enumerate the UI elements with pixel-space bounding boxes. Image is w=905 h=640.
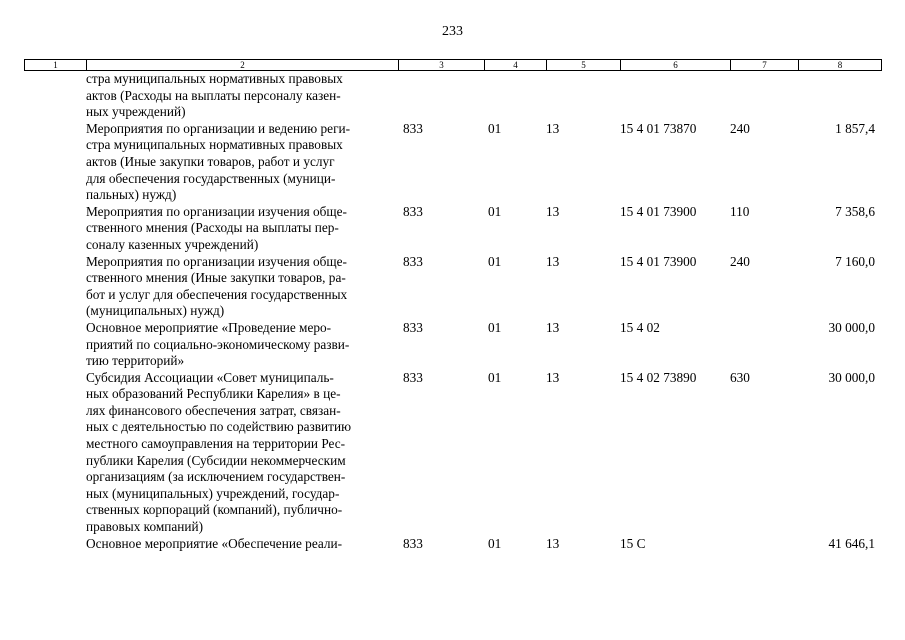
pr-cell <box>546 71 620 121</box>
row-index-cell <box>24 536 86 553</box>
table-row <box>24 121 881 204</box>
ved-cell: 833 <box>403 319 423 335</box>
table-row <box>24 536 881 553</box>
rz-cell: 01 <box>488 253 502 269</box>
ved-cell: 833 <box>403 369 423 385</box>
csr-cell: 15 4 01 73900 <box>620 253 697 269</box>
vr-cell <box>730 320 798 370</box>
sum-cell: 30 000,0 <box>828 319 875 335</box>
vr-cell <box>730 71 798 121</box>
csr-cell: 15 4 02 <box>620 319 660 335</box>
table-row <box>24 71 881 121</box>
row-index-cell <box>24 71 86 121</box>
ved-cell: 833 <box>403 253 423 269</box>
row-name-cell: Мероприятия по организации изучения обще- ственного мнения (Расходы на выплаты пер- соналу казенных учреждений) <box>86 203 347 252</box>
table-row <box>24 204 881 254</box>
rz-cell: 01 <box>488 203 502 219</box>
budget-table-body <box>24 71 881 552</box>
row-name-cell: стра муниципальных нормативных правовых актов (Расходы на выплаты персоналу казен- ных учреждений) <box>86 71 343 120</box>
sum-cell: 30 000,0 <box>828 369 875 385</box>
row-index-cell <box>24 320 86 370</box>
pr-cell: 13 <box>546 203 560 219</box>
rz-cell: 01 <box>488 369 502 385</box>
header-cell: 3 <box>399 60 485 71</box>
csr-cell: 15 4 02 73890 <box>620 369 697 385</box>
header-cell: 5 <box>547 60 621 71</box>
page-number: 233 <box>442 24 463 39</box>
header-cell: 2 <box>87 60 399 71</box>
rz-cell: 01 <box>488 120 502 136</box>
rz-cell: 01 <box>488 319 502 335</box>
row-index-cell <box>24 254 86 320</box>
column-number-header <box>24 59 882 71</box>
sum-cell: 1 857,4 <box>835 120 875 136</box>
csr-cell: 15 4 01 73900 <box>620 203 697 219</box>
header-cell: 1 <box>25 60 87 71</box>
header-cell: 6 <box>621 60 731 71</box>
row-name-cell: Мероприятия по организации и ведению реги- стра муниципальных нормативных правовых актов (Иные закупки товаров, работ и услуг для обеспечения государственных (муници- пальных) нужд) <box>86 120 351 203</box>
sum-cell: 41 646,1 <box>828 535 875 551</box>
ved-cell: 833 <box>403 203 423 219</box>
header-cell: 4 <box>485 60 547 71</box>
csr-cell <box>620 71 730 121</box>
table-row <box>24 254 881 320</box>
sum-cell <box>798 71 881 121</box>
pr-cell: 13 <box>546 120 560 136</box>
row-name-cell: Основное мероприятие «Обеспечение реали- <box>86 535 343 551</box>
table-row <box>24 320 881 370</box>
table-row <box>24 370 881 536</box>
vr-cell: 110 <box>730 203 750 219</box>
pr-cell: 13 <box>546 535 560 551</box>
row-name-cell: Субсидия Ассоциации «Совет муниципаль- ных образований Республики Карелия» в це- лях финансового обеспечения затрат, связан- ных с деятельностью по содействию развитию местного самоуправления на территории Рес- публики Карелия (Субсидии некоммерческим организациям (за исключением государствен- ных (муниципальных) учреждений, государ- ственных корпораций (компаний), публично- правовых компаний) <box>86 369 352 535</box>
ved-cell <box>398 71 484 121</box>
row-name-cell: Основное мероприятие «Проведение меро- приятий по социально-экономическому разви- тию территорий» <box>86 319 350 369</box>
vr-cell <box>730 536 798 553</box>
header-cell: 8 <box>799 60 882 71</box>
row-index-cell <box>24 204 86 254</box>
csr-cell: 15 4 01 73870 <box>620 120 697 136</box>
pr-cell: 13 <box>546 369 560 385</box>
vr-cell: 240 <box>730 120 750 136</box>
rz-cell: 01 <box>488 535 502 551</box>
pr-cell: 13 <box>546 253 560 269</box>
ved-cell: 833 <box>403 120 423 136</box>
row-name-cell: Мероприятия по организации изучения обще- ственного мнения (Иные закупки товаров, ра- бот и услуг для обеспечения государственных (муниципальных) нужд) <box>86 253 348 319</box>
sum-cell: 7 160,0 <box>835 253 875 269</box>
row-index-cell <box>24 370 86 536</box>
ved-cell: 833 <box>403 535 423 551</box>
pr-cell: 13 <box>546 319 560 335</box>
sum-cell: 7 358,6 <box>835 203 875 219</box>
vr-cell: 630 <box>730 369 750 385</box>
rz-cell <box>484 71 546 121</box>
row-index-cell <box>24 121 86 204</box>
vr-cell: 240 <box>730 253 750 269</box>
header-cell: 7 <box>731 60 799 71</box>
csr-cell: 15 С <box>620 535 646 551</box>
